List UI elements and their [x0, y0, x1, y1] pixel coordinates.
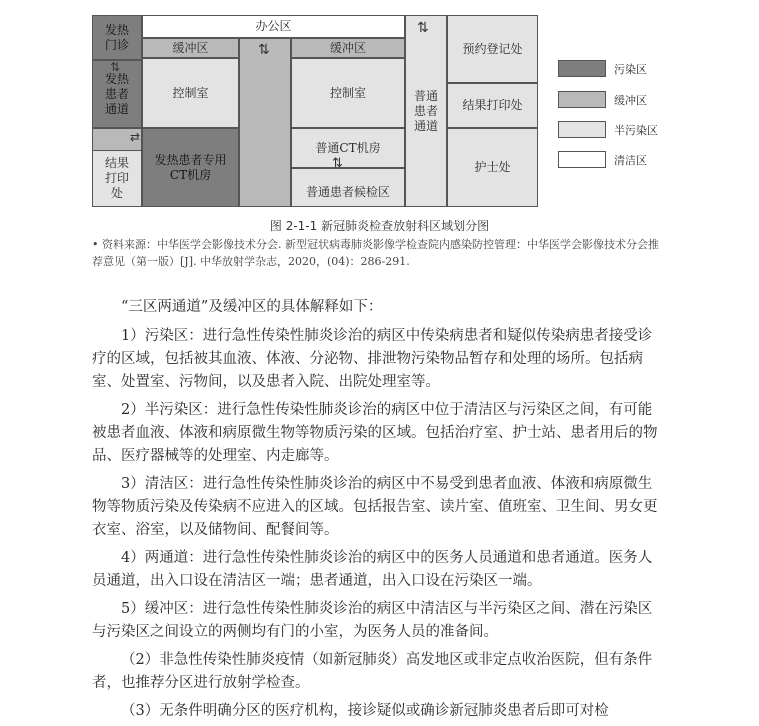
zone-normal-ct — [291, 128, 405, 168]
zone-center-corridor — [239, 38, 291, 207]
legend-label: 缓冲区 — [614, 93, 647, 107]
legend-semi — [558, 121, 658, 138]
zone-appointment — [447, 15, 538, 83]
legend-swatch — [558, 91, 606, 108]
appointment-label: 预约登记处 — [462, 41, 523, 56]
office-label: 办公区 — [255, 19, 292, 33]
zone-office — [142, 15, 405, 38]
control-right-label: 控制室 — [329, 85, 366, 100]
figure-caption: 图 2-1-1 新冠肺炎检查放射科区域划分图 — [269, 219, 490, 233]
normal-channel-label: 普通患者通道 — [413, 88, 438, 133]
intro-paragraph: “三区两通道”及缓冲区的具体解释如下： — [121, 299, 383, 315]
paragraph-semi-contaminated-zone: 2）半污染区：进行急性传染性肺炎诊治的病区中位于清洁区与污染区之间，有可能被患者血液、体液和病原微生物等物质污染的区域。包括治疗室、护士站、患者用后的物品、医疗器械等的处理室、内走廊等。 — [92, 402, 658, 464]
zone-fever-ct — [142, 128, 239, 207]
paragraph-clean-zone: 3）清洁区：进行急性传染性肺炎诊治的病区中不易受到患者血液、体液和病原微生物等物质污染及传染病不应进入的区域。包括报告室、读片室、值班室、卫生间、男女更衣室、浴室，以及储物间、配餐间等。 — [92, 476, 658, 538]
arrow-updown-icon: ⇅ — [332, 156, 343, 171]
legend-dirty — [558, 60, 647, 77]
nurse-label: 护士处 — [474, 160, 511, 174]
paragraph-buffer-zone: 5）缓冲区：进行急性传染性肺炎诊治的病区中清洁区与半污染区之间、潜在污染区与污染区之间设立的两侧均有门的小室，为医务人员的准备间。 — [92, 601, 653, 640]
paragraph-non-epidemic: （2）非急性传染性肺炎疫情（如新冠肺炎）高发地区或非定点收治医院，但有条件者，也推荐分区进行放射学检查。 — [92, 652, 653, 691]
zone-fever-clinic — [92, 15, 142, 60]
zone-buffer-left — [142, 38, 239, 58]
figure-source-note: • 资料来源：中华医学会影像技术分会. 新型冠状病毒肺炎影像学检查院内感染防控管理：中华医学会影像技术分会推荐意见（第一版）[J]. 中华放射学杂志，2020，(04)：286-291. — [92, 238, 659, 268]
body-text — [92, 296, 664, 723]
control-left-label: 控制室 — [172, 85, 209, 100]
zone-nurse — [447, 128, 538, 207]
results-left-label: 结果打印处 — [104, 156, 129, 200]
zone-results-left — [92, 150, 142, 207]
zone-result-print — [447, 83, 538, 128]
zone-normal-waiting — [291, 168, 405, 207]
fever-clinic-label: 发热门诊 — [104, 22, 129, 52]
legend-swatch — [558, 60, 606, 77]
arrow-leftright-icon: ⇄ — [130, 130, 141, 144]
buffer-right-label: 缓冲区 — [329, 40, 366, 55]
arrow-updown-icon: ⇅ — [110, 60, 121, 74]
legend-label: 半污染区 — [614, 123, 658, 137]
legend-swatch — [558, 121, 606, 138]
arrow-updown-icon: ⇅ — [258, 42, 270, 58]
legend-clean — [558, 151, 647, 168]
arrow-updown-icon: ⇅ — [417, 20, 429, 36]
legend-label: 污染区 — [614, 62, 647, 76]
buffer-left-label: 缓冲区 — [172, 40, 209, 55]
legend-label: 清洁区 — [614, 153, 647, 167]
result-print-label: 结果打印处 — [462, 98, 523, 112]
zone-buffer-right — [291, 38, 405, 58]
zone-normal-channel — [405, 15, 447, 207]
fever-patients-label: 发热患者通道 — [104, 71, 129, 116]
normal-waiting-label: 普通患者候检区 — [305, 185, 390, 199]
normal-ct-label: 普通CT机房 — [315, 140, 381, 155]
zone-control-left — [142, 58, 239, 128]
legend-buffer — [558, 91, 647, 108]
fever-ct-label: 发热患者专用CT机房 — [154, 152, 227, 182]
zone-control-right — [291, 58, 405, 128]
paragraph-two-channels: 4）两通道：进行急性传染性肺炎诊治的病区中的医务人员通道和患者通道。医务人员通道，出入口设在清洁区一端；患者通道，出入口设在污染区一端。 — [92, 550, 653, 589]
paragraph-no-zoning: （3）无条件明确分区的医疗机构，接诊疑似或确诊新冠肺炎患者后即可对检 — [121, 703, 609, 719]
paragraph-contaminated-zone: 1）污染区：进行急性传染性肺炎诊治的病区中传染病患者和疑似传染病患者接受诊疗的区域，包括被其血液、体液、分泌物、排泄物污染物品暂存和处理的场所。包括病室、处置室、污物间，以及患者入院、出院处理室等。 — [92, 328, 653, 390]
legend-swatch — [558, 151, 606, 168]
